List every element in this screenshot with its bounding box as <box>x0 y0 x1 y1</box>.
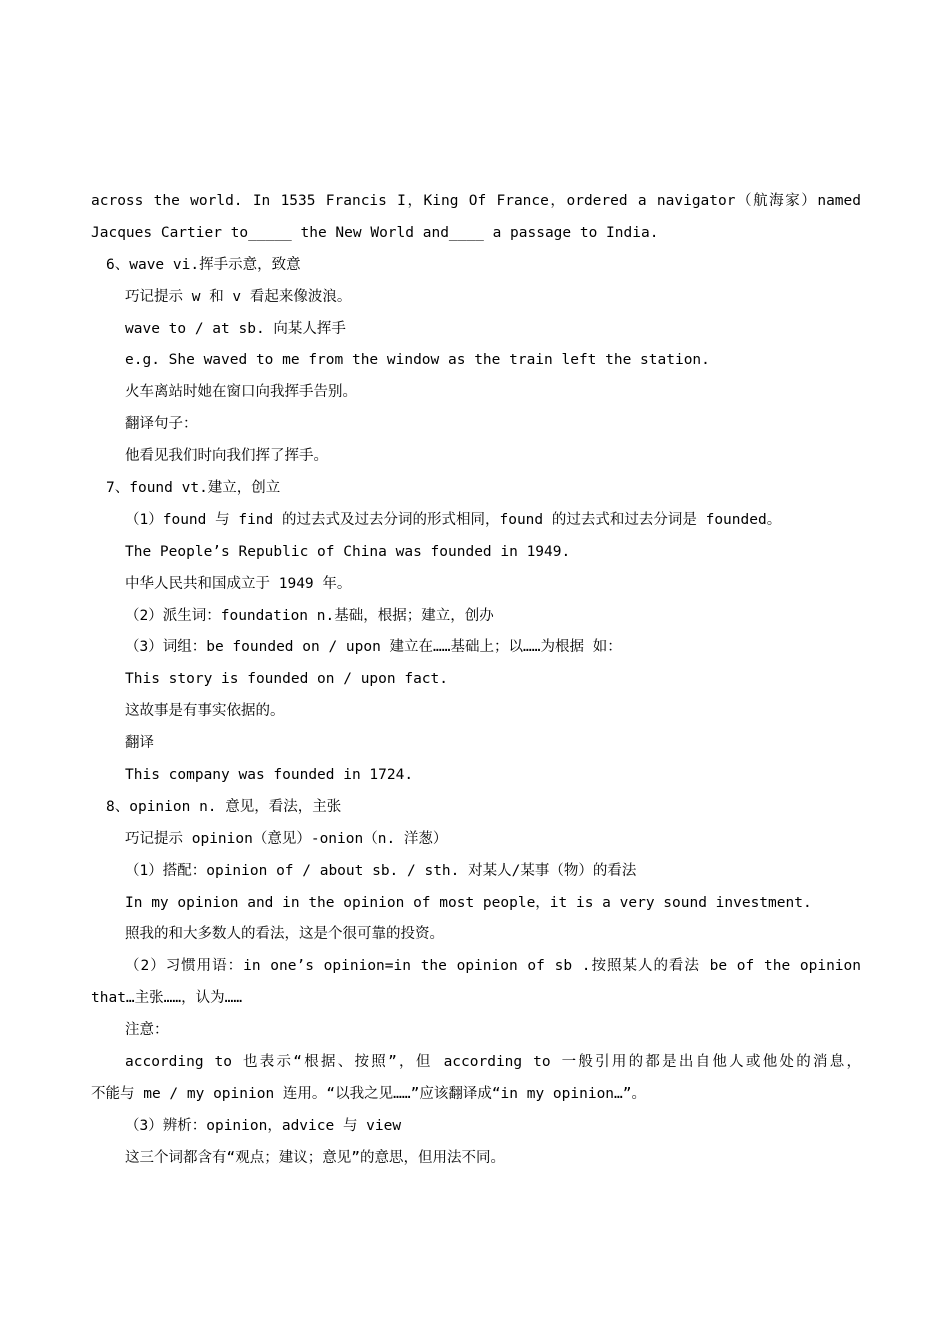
note-line: （3）辨析：opinion，advice 与 view <box>125 1117 402 1134</box>
note-line: according to 也表示“根据、按照”，但 according to 一般引用的都是出自他人或他处的消息， <box>125 1054 861 1071</box>
exercise-label: 翻译句子： <box>125 416 198 433</box>
memory-tip: 巧记提示 w 和 v 看起来像波浪。 <box>125 288 352 305</box>
example-translation: 这故事是有事实依据的。 <box>125 703 285 720</box>
memory-tip: 巧记提示 opinion（意见）-onion（n. 洋葱） <box>125 830 448 847</box>
phrase-line: wave to / at sb. 向某人挥手 <box>125 320 346 337</box>
document-body <box>91 186 861 1175</box>
exercise-sentence: 他看见我们时向我们挥了挥手。 <box>125 448 328 465</box>
example-translation: 中华人民共和国成立于 1949 年。 <box>125 575 352 592</box>
note-line: 这三个词都含有“观点；建议；意见”的意思，但用法不同。 <box>125 1149 505 1166</box>
exercise-sentence: This company was founded in 1724. <box>125 767 414 784</box>
vocab-heading: 8、opinion n. 意见，看法，主张 <box>106 798 342 815</box>
note-line: （1）搭配：opinion of / about sb. / sth. 对某人/某事（物）的看法 <box>125 862 637 879</box>
attention-label: 注意： <box>125 1022 169 1039</box>
example-sentence: e.g. She waved to me from the window as the train left the station. <box>125 352 710 369</box>
example-sentence: In my opinion and in the opinion of most people，it is a very sound investment. <box>125 894 812 911</box>
note-line-continued: 不能与 me / my opinion 连用。“以我之见……”应该翻译成“in my opinion…”。 <box>91 1085 646 1102</box>
example-sentence: The People’s Republic of China was founded in 1949. <box>125 543 571 560</box>
vocab-heading: 7、found vt.建立，创立 <box>106 480 281 497</box>
note-line: （2）派生词：foundation n.基础，根据；建立，创办 <box>125 607 494 624</box>
body-text-line: Jacques Cartier to_____ the New World and____ a passage to India. <box>91 224 659 241</box>
note-line: （3）词组：be founded on / upon 建立在……基础上；以……为根据 如： <box>125 639 622 656</box>
note-line: （1）found 与 find 的过去式及过去分词的形式相同，found 的过去式和过去分词是 founded。 <box>125 511 782 528</box>
note-line-continued: that…主张……，认为…… <box>91 990 243 1007</box>
body-text-line: across the world. In 1535 Francis I，King Of France，ordered a navigator（航海家）named <box>91 193 861 209</box>
note-line: （2）习惯用语：in one’s opinion=in the opinion of sb .按照某人的看法 be of the opinion <box>125 958 861 975</box>
vocab-heading: 6、wave vi.挥手示意，致意 <box>106 256 301 273</box>
exercise-label: 翻译 <box>125 735 154 752</box>
example-translation: 照我的和大多数人的看法，这是个很可靠的投资。 <box>125 926 444 943</box>
example-translation: 火车离站时她在窗口向我挥手告别。 <box>125 384 357 401</box>
example-sentence: This story is founded on / upon fact. <box>125 671 449 688</box>
